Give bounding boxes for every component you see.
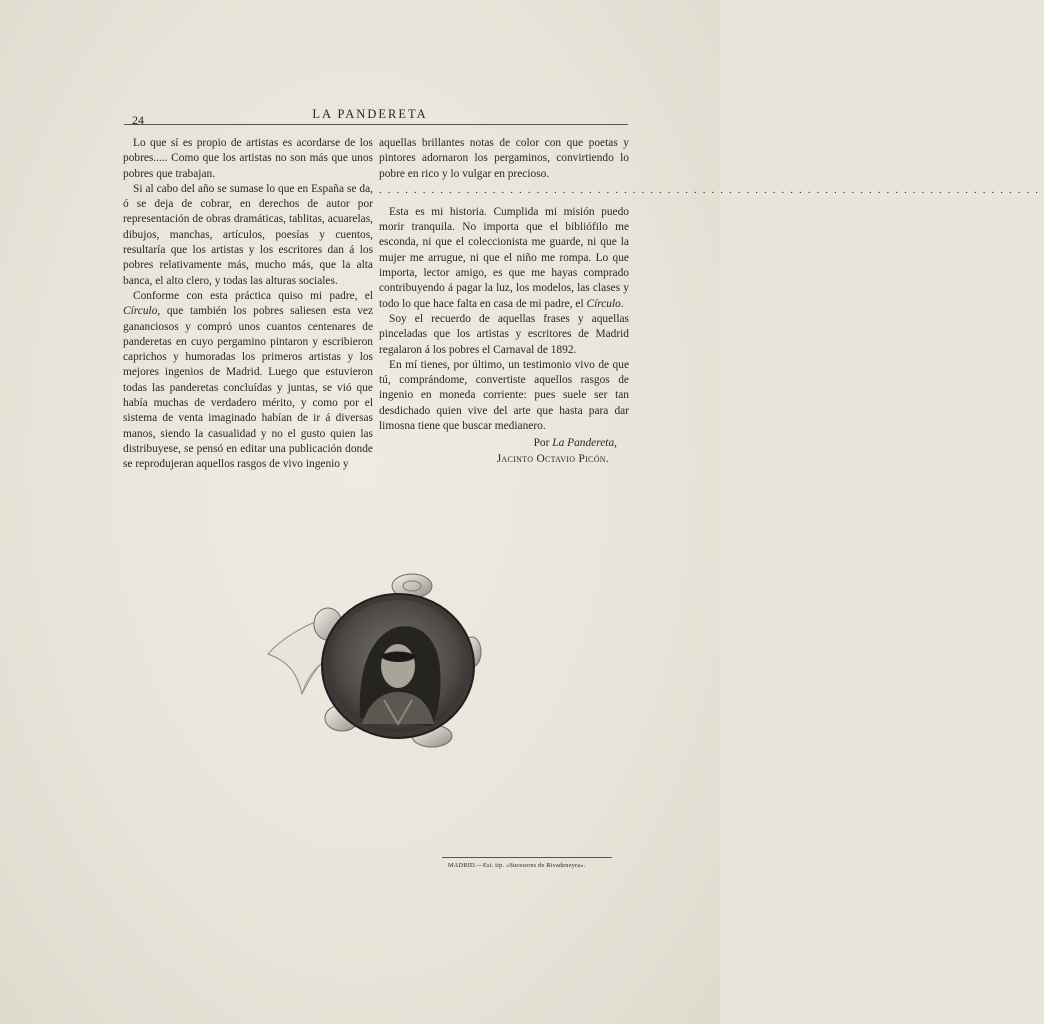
signature	[379, 436, 629, 467]
text-run: Esta es mi historia. Cumplida mi misión puedo morir tranquila. No importa que el bibliófilo me esconda, ni que el coleccionista me guarde, ni que la mujer me arrugue, ni que el niño me rompa. Lo que importa, lector amigo, es que me hayas comprado contribuyendo á pagar la luz, los modelos, las clases y todo lo que hace falta en casa de mi padre, el	[379, 205, 629, 310]
portrait-face	[381, 644, 415, 688]
tambourine-illustration	[262, 568, 486, 756]
text-run: Por	[533, 437, 553, 450]
paragraph: En mí tienes, por último, un testimonio vivo de que tú, comprándome, convertiste aquellos rasgos de ingenio en moneda corriente: pues suele ser tan desdichado quien vive del arte que hasta para dar limosna tiene que buscar medianero.	[379, 358, 629, 433]
signature-line	[379, 436, 629, 451]
text-run: , que también los pobres saliesen esta vez gananciosos y compró unos cuantos centenares de panderetas en cuyo pergamino pintaron y escribieron caprichos y humoradas los primeros artistas y los mejores ingenios de Madrid. Luego que estuvieron todas las panderetas concluídas y juntas, se vió que había muchas de verdadero mérito, y como por el sistema de venta imaginado habían de ir á diversas manos, siendo la casualidad y no el gusto quien las distribuyese, se pensó en editar una publicación donde se reprodujeran aquellos rasgos de vivo ingenio y	[123, 305, 373, 471]
page-number: 24	[132, 113, 144, 127]
paragraph: Soy el recuerdo de aquellas frases y aquellas pinceladas que los artistas y escritores de Madrid regalaron á los pobres el Carnaval de 1892.	[379, 312, 629, 356]
paragraph	[379, 205, 629, 312]
italic-text: La Pandereta,	[552, 437, 617, 450]
right-column	[379, 136, 1044, 467]
text-run: Conforme con esta práctica quiso mi padre, el	[133, 289, 373, 302]
author-name: Jacinto Octavio Picón.	[496, 452, 609, 465]
running-head: LA PANDERETA	[312, 107, 428, 121]
footer-rule	[442, 857, 612, 858]
paragraph: Si al cabo del año se sumase lo que en España se da, ó se deja de cobrar, en derechos de autor por representación de obras dramáticas, tablitas, acuarelas, dibujos, manchas, artículos, poesías y cuentos, resultaría que los artistas y los escritores dan á los pobres relativamente más, mucho más, que la alta banca, el alto clero, y todas las alturas sociales.	[123, 182, 373, 287]
text-run: .	[620, 297, 624, 310]
paragraph: aquellas brillantes notas de color con que poetas y pintores adornaron los pergaminos, convirtiendo lo pobre en rico y lo vulgar en precioso.	[379, 137, 629, 180]
dotted-separator: ............................................................................	[379, 183, 1044, 196]
printer-imprint: MADRID.—Est. tip. «Sucesores de Rivadeneyra».	[448, 862, 586, 869]
header-rule	[124, 124, 628, 125]
italic-text: Círculo	[123, 305, 158, 318]
paragraph: Lo que sí es propio de artistas es acordarse de los pobres..... Como que los artistas no son más que unos pobres que trabajan.	[123, 137, 373, 180]
left-column	[123, 136, 373, 473]
paragraph	[123, 289, 373, 473]
italic-text: Círculo	[586, 297, 621, 310]
